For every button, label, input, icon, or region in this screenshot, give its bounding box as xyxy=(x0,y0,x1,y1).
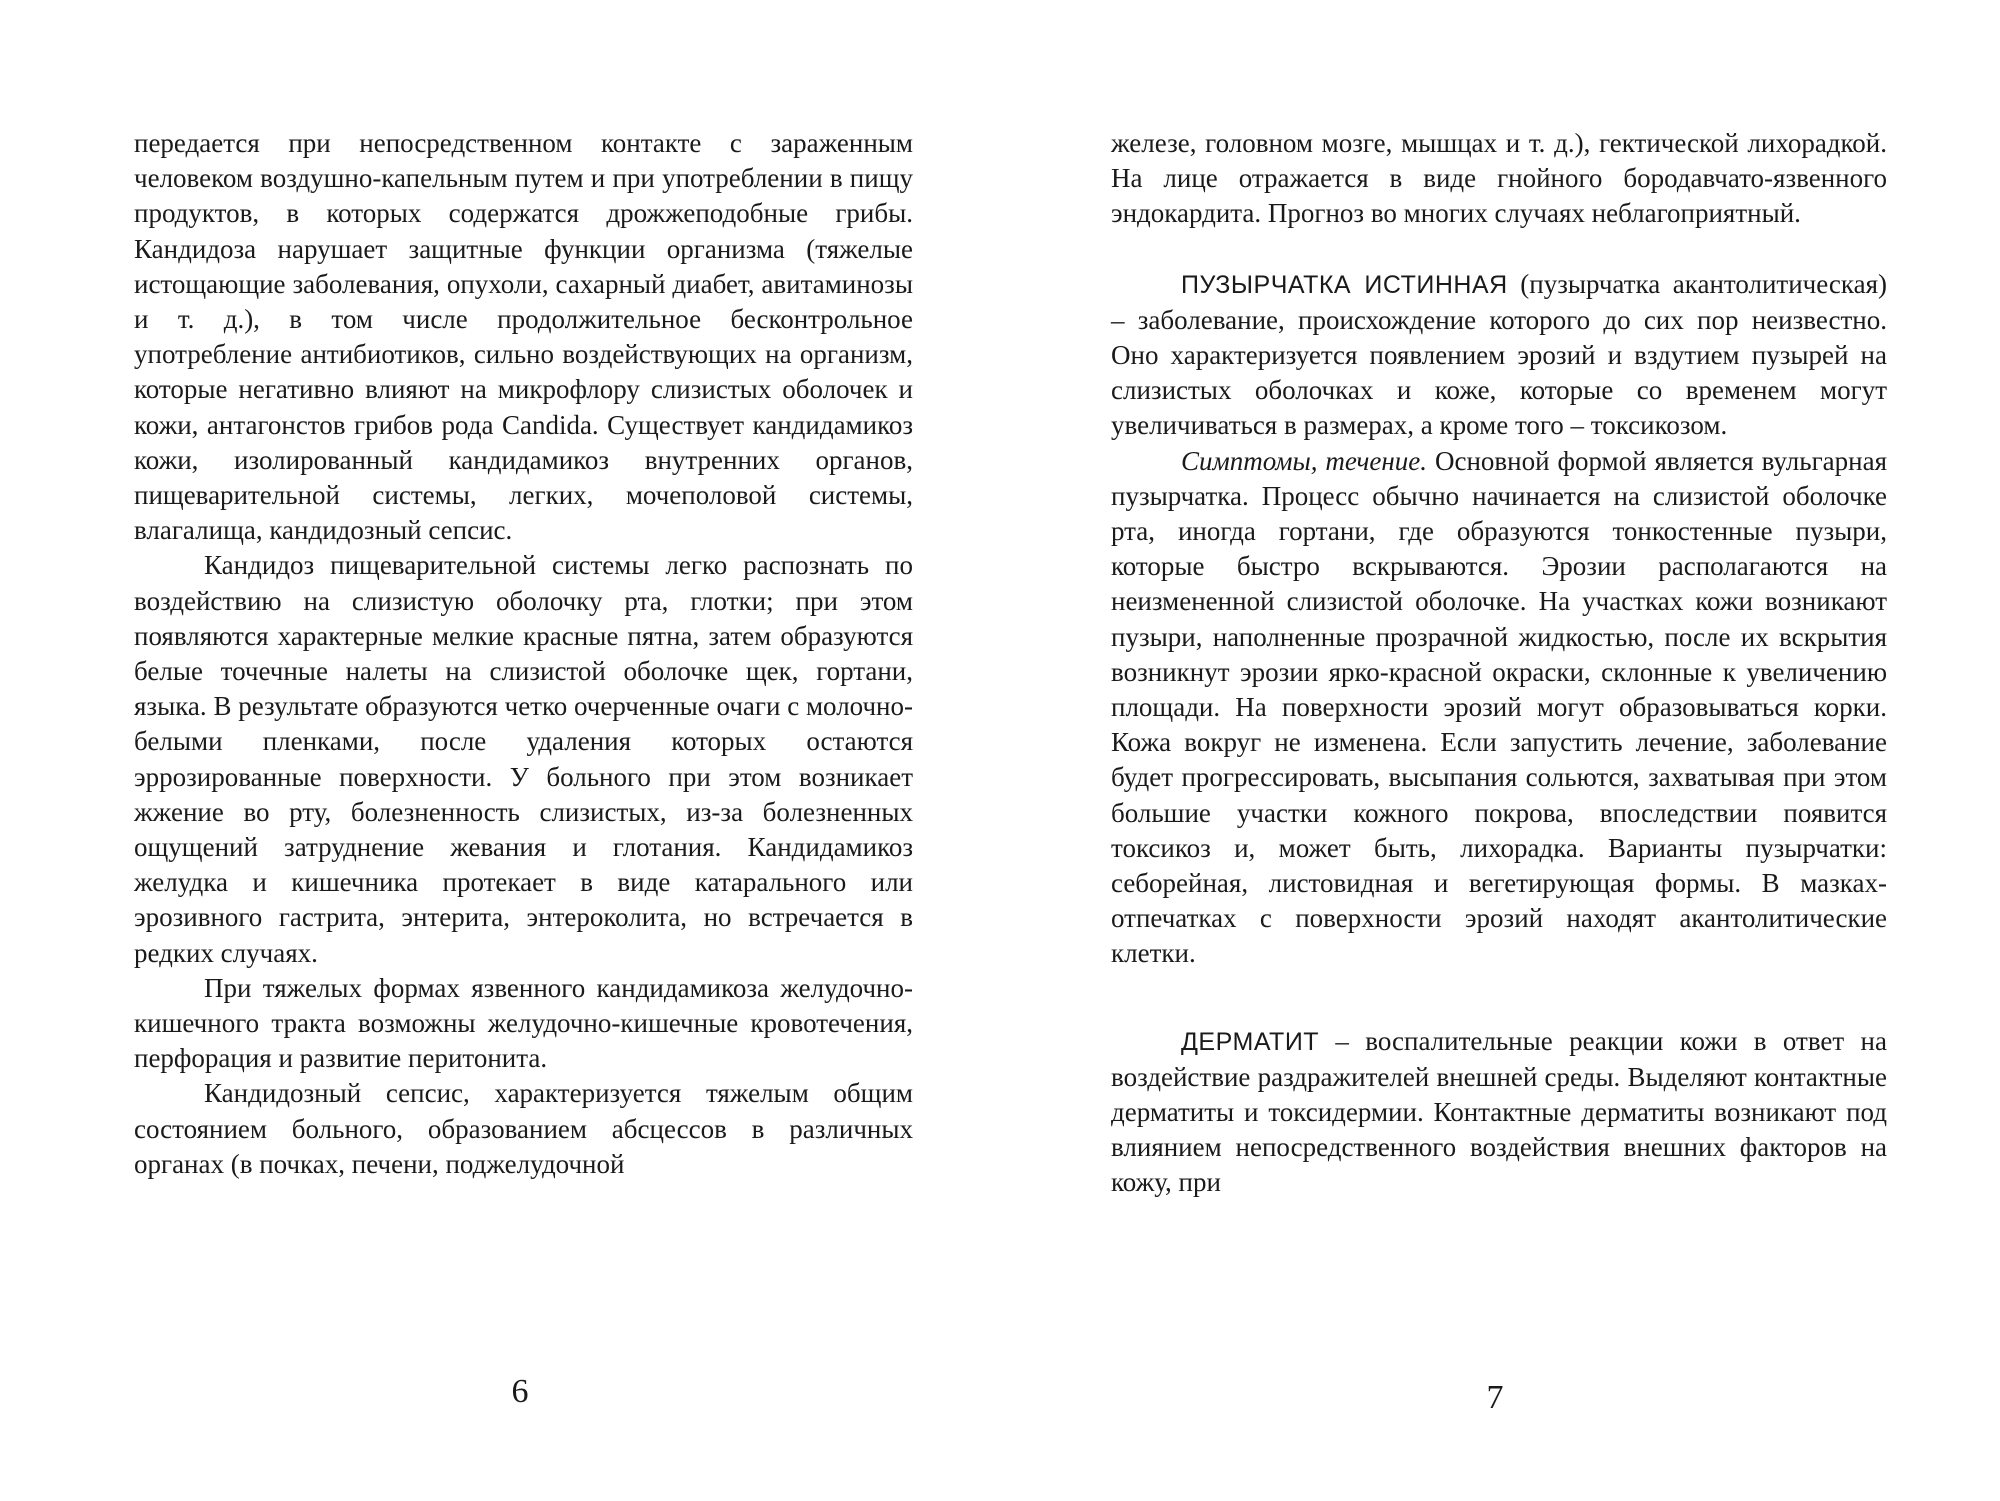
paragraph-text: – воспалительные реакции кожи в ответ на воздействие раздражителей внешней среды. Выделяют контактные дерматиты и токсидермии. Контактные дерматиты возникают под влиянием непосредственного воздействия внешних факторов на кожу, при xyxy=(1111,1025,1887,1198)
page-number: 7 xyxy=(1486,1379,1504,1416)
section-heading-pemphigus: ПУЗЫРЧАТКА ИСТИННАЯ xyxy=(1181,270,1508,299)
paragraph-symptoms xyxy=(1111,444,1887,972)
left-page-text-column xyxy=(134,126,913,1182)
paragraph: Кандидозный сепсис, характеризуется тяжелым общим состоянием больного, образованием абсцессов в различных органах (в почках, печени, поджелудочной xyxy=(134,1078,913,1179)
paragraph: передается при непосредственном контакте с зараженным человеком воздушно-капельным путем и при употреблении в пищу продуктов, в которых содержатся дрожжеподобные грибы. Кандидоза нарушает защитные функции организма (тяжелые истощающие заболевания, опухоли, сахарный диабет, авитаминозы и т. д.), в том числе продолжительное бесконтрольное употребление антибиотиков, сильно воздействующих на организм, которые негативно влияют на микрофлору слизистых оболочек и кожи, антагонстов грибов рода Candida. Существует кандидамикоз кожи, изолированный кандидамикоз внутренних органов, пищеварительной системы, легких, мочеполовой системы, влагалища, кандидозный сепсис. xyxy=(134,128,913,546)
paragraph: Кандидоз пищеварительной системы легко распознать по воздействию на слизистую оболочку рта, глотки; при этом появляются характерные мелкие красные пятна, затем образуются белые точечные налеты на слизистой оболочке щек, гортани, языка. В результате образуются четко очерченные очаги с молочно-белыми пленками, после удаления которых остаются эррозированные поверхности. У больного при этом возникает жжение во рту, болезненность слизистых, из-за болезненных ощущений затруднение жевания и глотания. Кандидамикоз желудка и кишечника протекает в виде катарального или эрозивного гастрита, энтерита, энтероколита, но встречается в редких случаях. xyxy=(134,550,913,968)
paragraph-dermatitis xyxy=(1111,1024,1887,1201)
subheading-symptoms: Симптомы, течение. xyxy=(1181,445,1428,476)
paragraph-continuation: железе, головном мозге, мышцах и т. д.), гектической лихорадкой. На лице отражается в виде гнойного бородавчато-язвенного эндокардита. Прогноз во многих случаях неблагоприятный. xyxy=(1111,128,1887,229)
right-page-text-column xyxy=(1111,126,1887,1201)
paragraph: При тяжелых формах язвенного кандидамикоза желудочно-кишечного тракта возможны желудочно-кишечные кровотечения, перфорация и развитие перитонита. xyxy=(134,972,913,1074)
paragraph-text: (пузырчатка акантолитическая) – заболевание, происхождение которого до сих пор неизвестно. Оно характеризуется появлением эрозий и вздутием пузырей на слизистых оболочках и коже, которые со временем могут увеличиваться в размерах, а кроме того – токсикозом. xyxy=(1111,268,1887,441)
paragraph-pemphigus xyxy=(1111,267,1887,444)
paragraph-text: Основной формой является вульгарная пузырчатка. Процесс обычно начинается на слизистой оболочке рта, иногда гортани, где образуются тонкостенные пузыри, которые быстро вскрываются. Эрозии располагаются на неизмененной слизистой оболочке. На участках кожи возникают пузыри, наполненные прозрачной жидкостью, после их вскрытия возникнут эрозии ярко-красной окраски, склонные к увеличению площади. На поверхности эрозий могут образовываться корки. Кожа вокруг не изменена. Если запустить лечение, заболевание будет прогрессировать, высыпания сольются, захватывая при этом большие участки кожного покрова, впоследствии появится токсикоз и, может быть, лихорадка. Варианты пузырчатки: себорейная, листовидная и вегетирующая формы. В мазках-отпечатках с поверхности эрозий находят акантолитические клетки. xyxy=(1111,445,1887,969)
right-page xyxy=(1000,0,2000,1501)
page-number: 6 xyxy=(511,1373,529,1410)
section-heading-dermatitis: ДЕРМАТИТ xyxy=(1181,1027,1320,1056)
